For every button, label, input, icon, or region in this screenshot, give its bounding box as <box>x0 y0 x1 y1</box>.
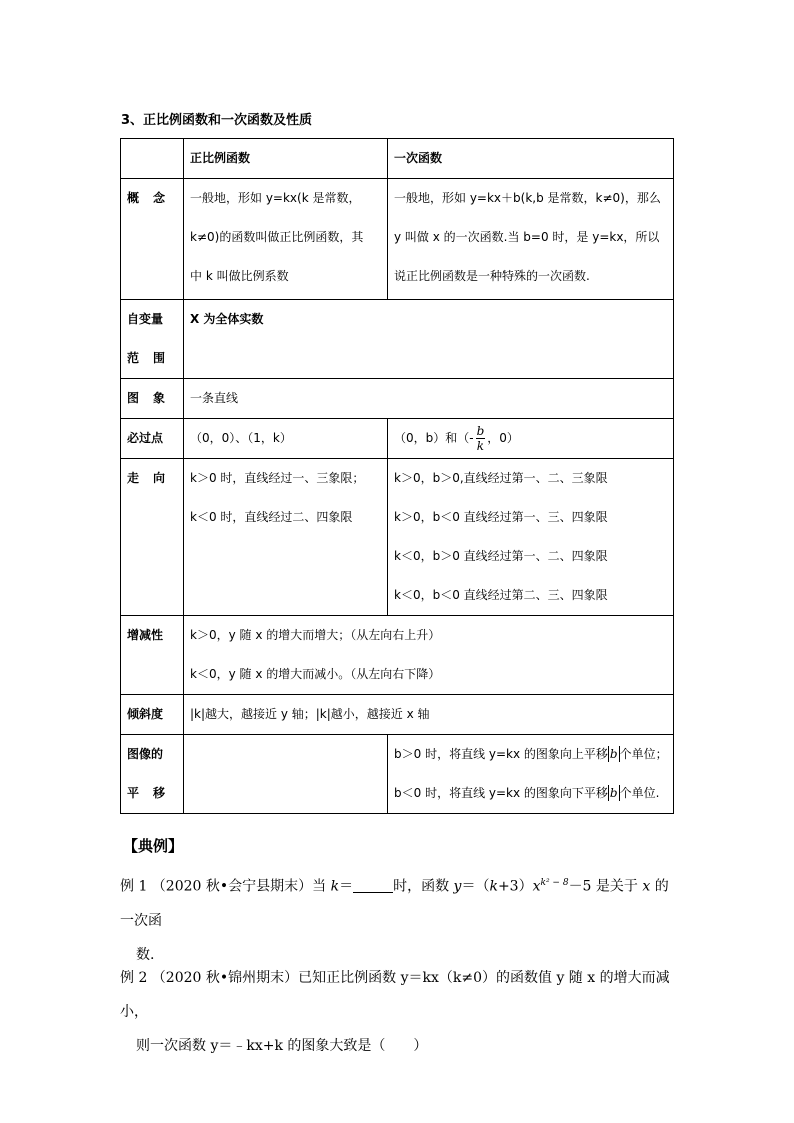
table-row-graph <box>121 379 674 419</box>
concept-direct-cell <box>184 179 388 300</box>
table-row-slope <box>121 695 674 735</box>
concept-linear-line: y 叫做 x 的一次函数.当 b=0 时，是 y=kx，所以 <box>394 230 660 244</box>
shift-direct-cell <box>184 735 388 814</box>
graph-value: 一条直线 <box>184 379 674 419</box>
row-label-slope: 倾斜度 <box>121 695 184 735</box>
table-row-monotonic <box>121 616 674 695</box>
table-row-shift <box>121 735 674 814</box>
example-1-cont: 数. <box>136 946 155 963</box>
typical-examples-heading: 【典例】 <box>123 837 184 855</box>
example-2 <box>120 961 680 1063</box>
table-row-points <box>121 419 674 459</box>
direction-direct-line: k＞0 时，直线经过一、三象限； <box>190 471 365 485</box>
direction-linear-line: k＞0，b＞0,直线经过第一、二、三象限 <box>394 471 608 485</box>
direction-direct-cell <box>184 459 388 616</box>
section-title: 3、正比例函数和一次函数及性质 <box>121 113 313 128</box>
concept-linear-line: 一般地，形如 y=kx＋b(k,b 是常数，k≠0)，那么 <box>394 191 661 205</box>
direction-direct-line: k＜0 时，直线经过二、四象限 <box>190 510 353 524</box>
example-2-cont: 则一次函数 y＝﹣kx+k 的图象大致是（ ） <box>136 1038 428 1054</box>
fraction-b-over-k: $\frac{b}{k}$ <box>476 424 485 453</box>
table-row-domain <box>121 300 674 379</box>
shift-line-down: b＜0 时，将直线 y=kx 的图象向下平移 b 个单位. <box>394 786 660 800</box>
slope-value: |k|越大，越接近 y 轴；|k|越小，越接近 x 轴 <box>184 695 674 735</box>
monotonic-cell <box>184 616 674 695</box>
table-header-row <box>121 139 674 179</box>
direction-linear-line: k＞0，b＜0 直线经过第一、三、四象限 <box>394 510 608 524</box>
row-label-domain: 自变量 范围 <box>121 300 184 379</box>
example-1-line: 例 1 （2020 秋•会宁县期末）当 k＝ 时，函数 $y=(k+3)x^{k^2 - 8}-5$ 是关于 x 的一次函 <box>120 878 669 929</box>
points-linear: （0，b）和（- $\frac{b}{k}$ ，0） <box>388 419 674 459</box>
points-direct: （0，0）、（1，k） <box>184 419 388 459</box>
direction-linear-line: k＜0，b＜0 直线经过第二、三、四象限 <box>394 588 608 602</box>
row-label-concept: 概念 <box>121 179 184 300</box>
shift-line-up: b＞0 时，将直线 y=kx 的图象向上平移 b 个单位； <box>394 747 668 761</box>
header-empty-cell <box>121 139 184 179</box>
row-label-shift: 图像的 平移 <box>121 735 184 814</box>
domain-value: X 为全体实数 <box>184 300 674 379</box>
concept-direct-line: k≠0)的函数叫做正比例函数，其 <box>190 230 364 244</box>
shift-linear-cell <box>388 735 674 814</box>
row-label-graph: 图象 <box>121 379 184 419</box>
abs-b: b <box>609 786 618 800</box>
monotonic-line: k＜0，y 随 x 的增大而减小。（从左向右下降） <box>190 667 441 681</box>
direction-linear-cell <box>388 459 674 616</box>
row-label-direction: 走向 <box>121 459 184 616</box>
answer-blank <box>353 878 393 893</box>
example-1 <box>120 866 680 972</box>
function-properties-table <box>120 138 674 814</box>
monotonic-line: k＞0，y 随 x 的增大而增大；（从左向右上升） <box>190 628 441 642</box>
concept-direct-line: 中 k 叫做比例系数 <box>190 269 289 283</box>
abs-b: b <box>609 747 618 761</box>
direction-linear-line: k＜0，b＞0 直线经过第一、二、四象限 <box>394 549 608 563</box>
concept-linear-line: 说正比例函数是一种特殊的一次函数. <box>394 269 590 283</box>
concept-direct-line: 一般地，形如 y=kx(k 是常数， <box>190 191 361 205</box>
exponent: k² − 8 <box>540 878 569 888</box>
concept-linear-cell <box>388 179 674 300</box>
row-label-points: 必过点 <box>121 419 184 459</box>
table-row-concept <box>121 179 674 300</box>
header-direct-proportion: 正比例函数 <box>184 139 388 179</box>
row-label-monotonic: 增减性 <box>121 616 184 695</box>
table-row-direction <box>121 459 674 616</box>
example-2-line: 例 2 （2020 秋•锦州期末）已知正比例函数 y＝kx（k≠0）的函数值 y 随 x 的增大而减小， <box>120 970 670 1020</box>
header-linear-function: 一次函数 <box>388 139 674 179</box>
